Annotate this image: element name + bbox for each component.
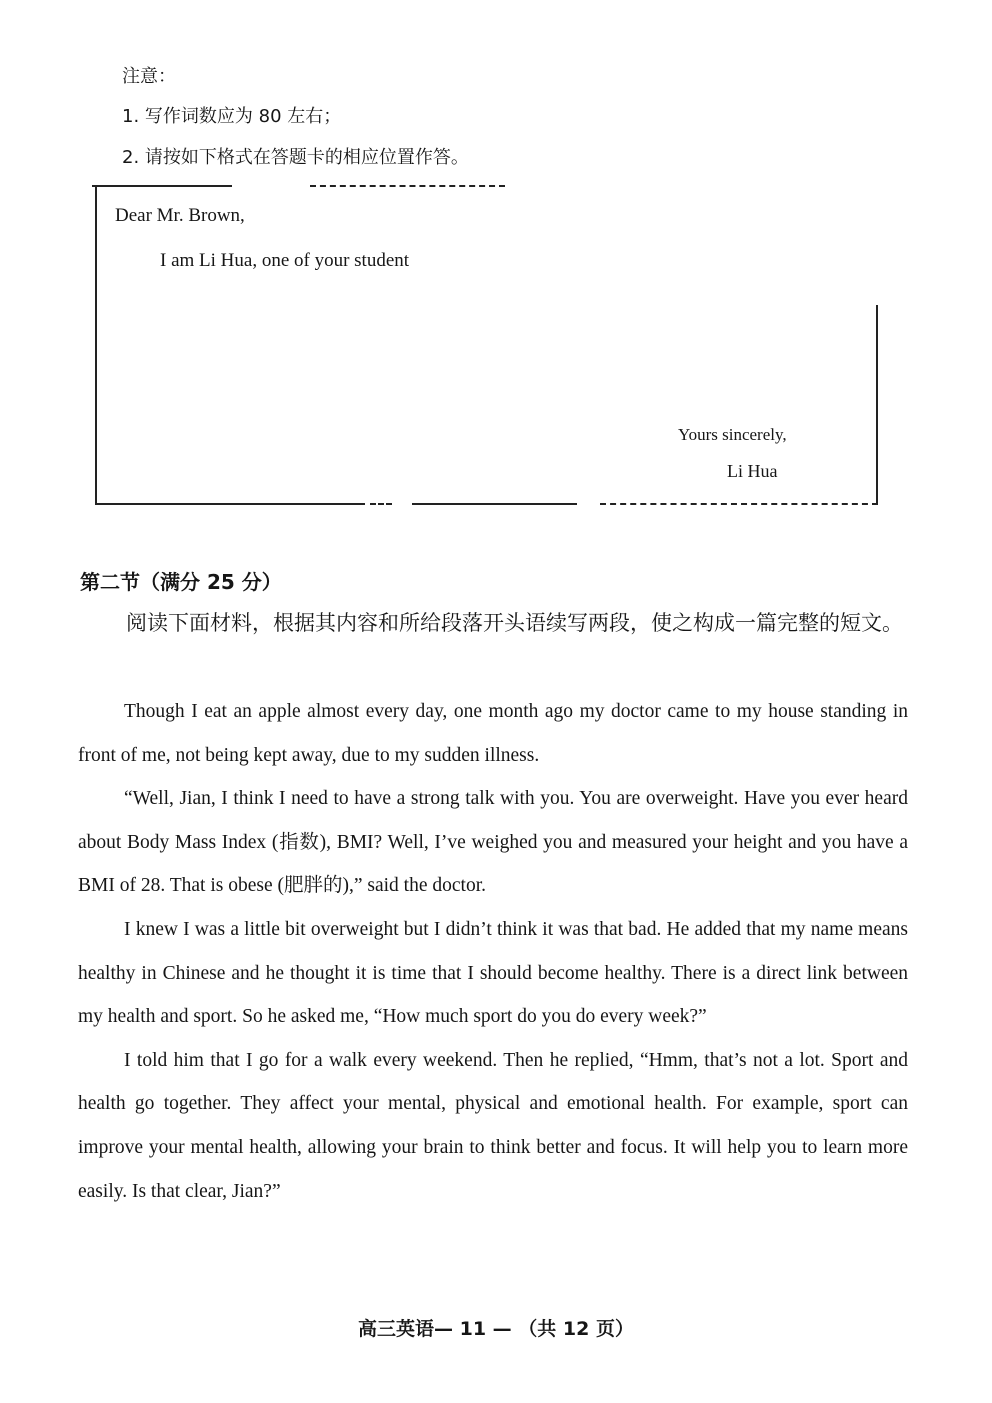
notes-heading: 注意：	[122, 66, 176, 87]
letter-signature: Li Hua	[727, 461, 778, 481]
passage-paragraph: I knew I was a little bit overweight but I didn’t think it was that bad. He added that my name means healthy in Chinese and he thought it is time that I should become healthy. There is a direct link between my health and sport. So he asked me, “How much sport do you do every week?”	[78, 918, 908, 1028]
letter-closing: Yours sincerely,	[678, 425, 787, 444]
letter-salutation: Dear Mr. Brown,	[115, 205, 245, 226]
notes-item-2: 2. 请按如下格式在答题卡的相应位置作答。	[122, 147, 469, 168]
passage-paragraph: “Well, Jian, I think I need to have a strong talk with you. You are overweight. Have you ever heard about Body Mass Index (指数), BMI? Well, I’ve weighed you and measured your height and you have a BMI of 28. That is obese (肥胖的),” said the doctor.	[78, 788, 908, 897]
notes-item-1: 1. 写作词数应为 80 左右；	[122, 106, 342, 127]
passage-paragraph: Though I eat an apple almost every day, one month ago my doctor came to my house standing in front of me, not being kept away, due to my sudden illness.	[78, 701, 908, 766]
passage-paragraph: I told him that I go for a walk every weekend. Then he replied, “Hmm, that’s not a lot. Sport and health go together. They affect your mental, physical and emotional health. For example, sport can improve your mental health, allowing your brain to think better and focus. It will help you to learn more easily. Is that clear, Jian?”	[78, 1049, 908, 1202]
section-heading: 第二节（满分 25 分）	[80, 570, 282, 594]
letter-opening: I am Li Hua, one of your student	[160, 250, 410, 271]
page-footer: 高三英语— 11 — （共 12 页）	[358, 1318, 634, 1340]
section-instruction: 阅读下面材料，根据其内容和所给段落开头语续写两段，使之构成一篇完整的短文。	[126, 611, 903, 635]
passage	[78, 690, 908, 1213]
